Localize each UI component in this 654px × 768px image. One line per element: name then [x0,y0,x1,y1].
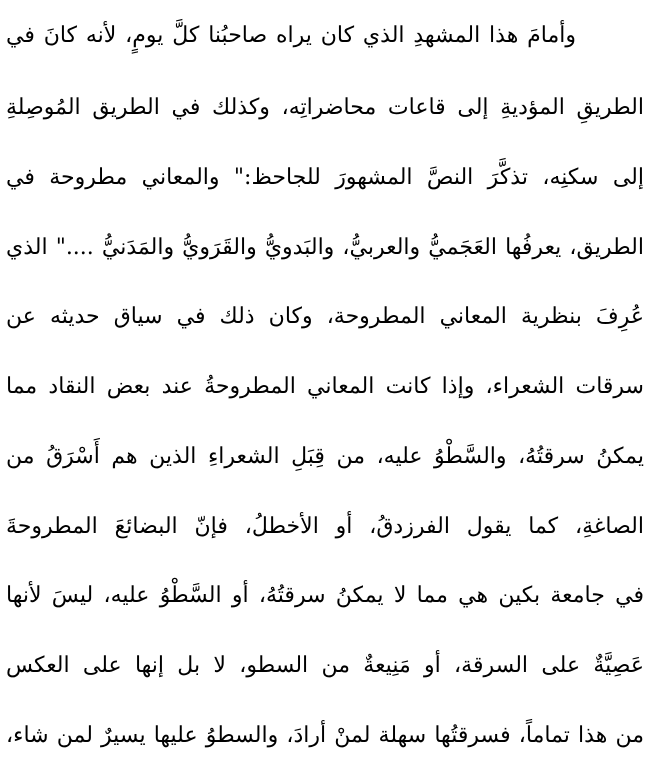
text-line-9: في جامعة بكين هي مما لا يمكنُ سرقتُهُ، أو السَّطْوُ عليه، ليسَ لأنها [6,583,644,608]
text-line-8: الصاغةِ، كما يقول الفرزدقُ، أو الأخطلُ، فإنّ البضائعَ المطروحةَ [6,514,644,539]
text-line-3: إلى سكنِه، تذكَّرَ النصَّ المشهورَ للجاحظ:" والمعاني مطروحة في [6,165,644,190]
text-line-4: الطريق، يعرفُها العَجَميُّ والعربيُّ، والبَدويُّ والقَرَويُّ والمَدَنيُّ ...." الذي [6,235,644,260]
text-line-10: عَصِيَّةٌ على السرقة، أو مَنِيعةٌ من السطو، لا بل إنها على العكس [6,653,644,678]
text-line-2: الطريقِ المؤديةِ إلى قاعات محاضراتِه، وكذلك في الطريق المُوصِلةِ [6,95,644,120]
text-line-11: من هذا تماماً، فسرقتُها سهلة لمنْ أرادَ، والسطوُ عليها يسيرٌ لمن شاء، [6,723,644,748]
text-line-6: سرقات الشعراء، وإذا كانت المعاني المطروحةُ عند بعض النقاد مما [6,374,644,399]
text-line-1: وأمامَ هذا المشهدِ الذي كان يراه صاحبُنا كلَّ يومٍ، لأنه كانَ في [6,23,576,48]
text-line-7: يمكنُ سرقتُهُ، والسَّطْوُ عليه، من قِبَلِ الشعراءِ الذين هم أَسْرَقُ من [6,444,644,469]
text-line-5: عُرِفَ بنظرية المعاني المطروحة، وكان ذلك في سياق حديثه عن [6,304,644,329]
